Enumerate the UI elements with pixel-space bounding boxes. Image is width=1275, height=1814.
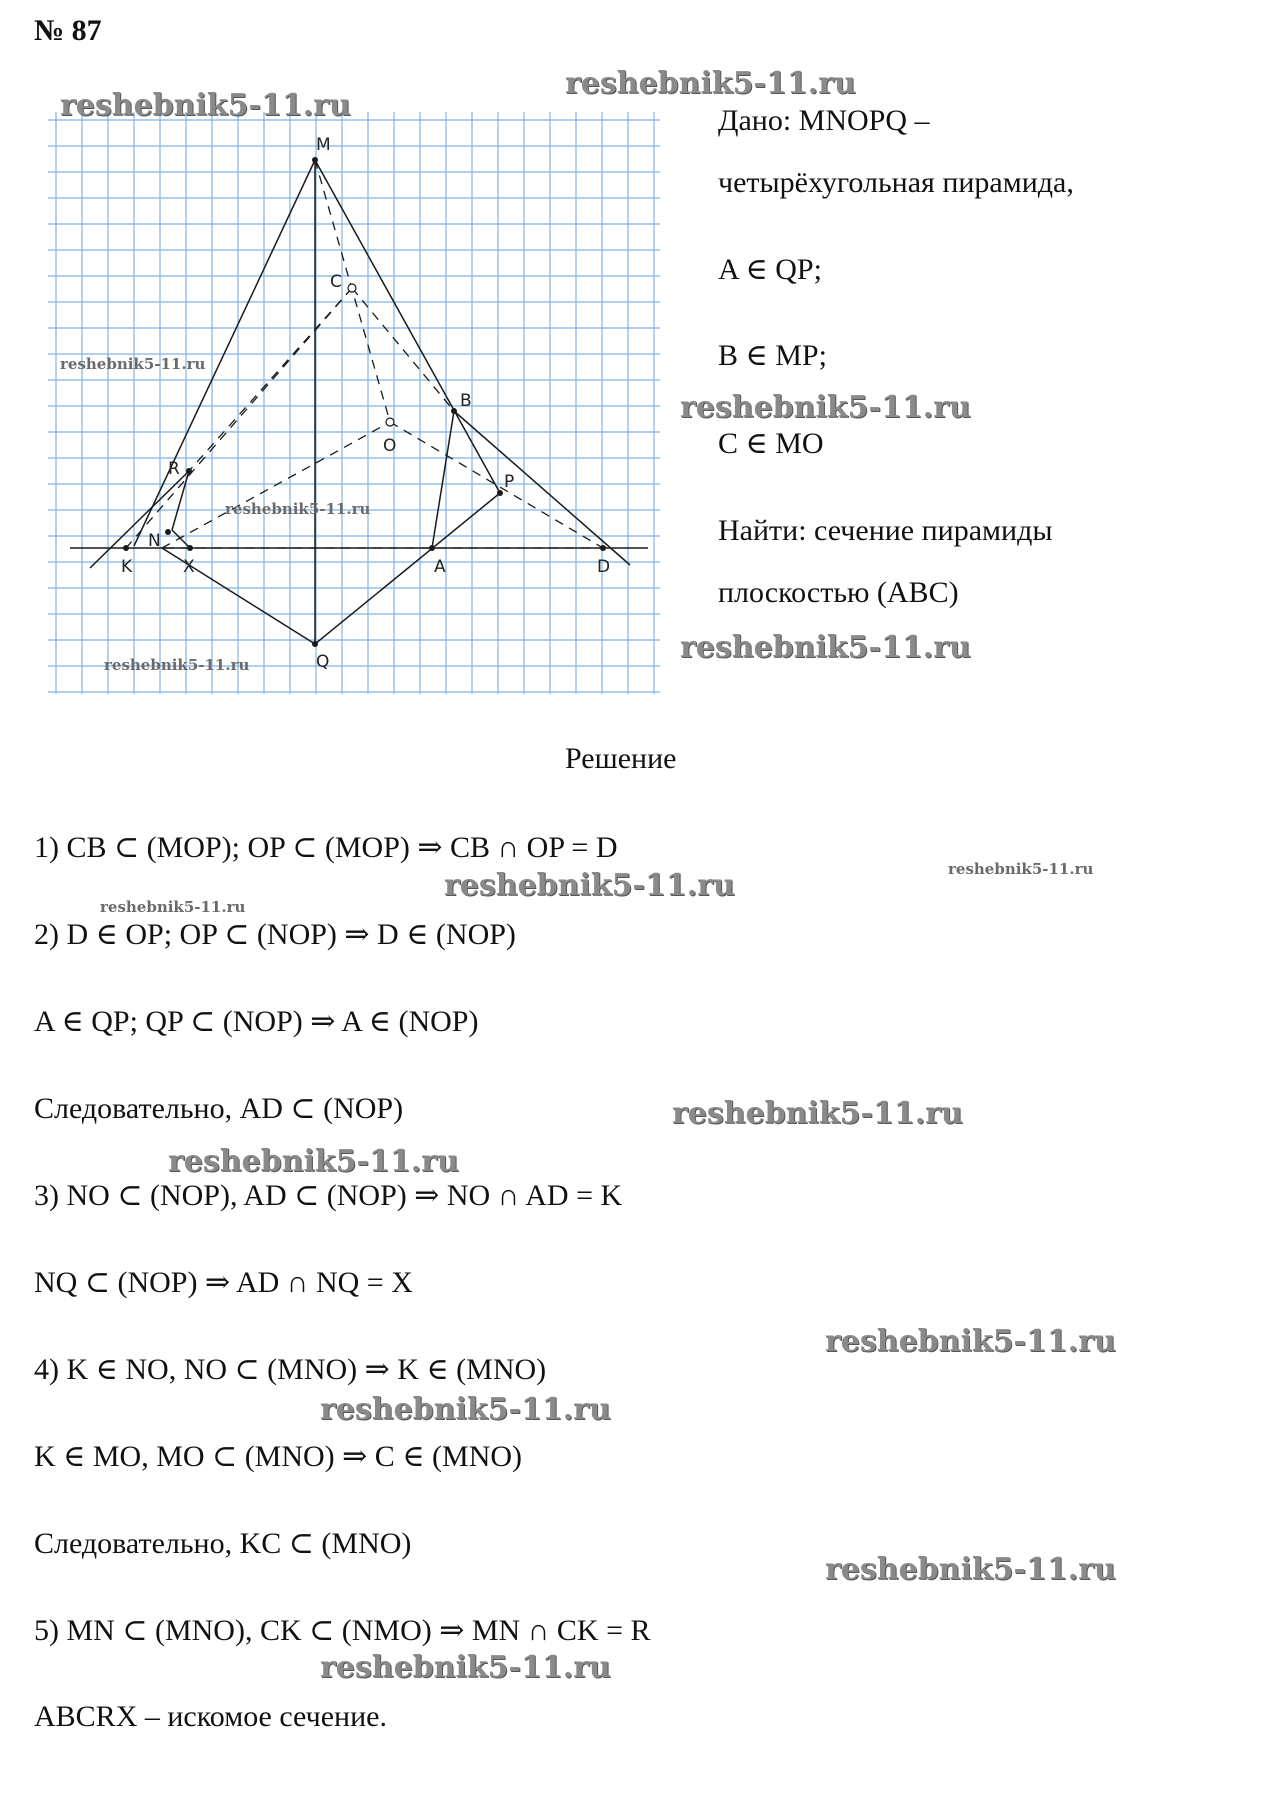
section-RK xyxy=(90,471,189,568)
solution-line-7: 4) K ∈ NO, NO ⊂ (MNO) ⇒ K ∈ (MNO) xyxy=(34,1353,547,1386)
watermark: reshebnik5-11.ru xyxy=(104,656,250,674)
label-K: K xyxy=(121,557,133,577)
section-NX xyxy=(172,530,190,548)
label-R: R xyxy=(168,459,180,479)
watermark: reshebnik5-11.ru xyxy=(680,390,971,425)
watermark: reshebnik5-11.ru xyxy=(225,500,371,518)
given-line-5: C ∈ MO xyxy=(718,427,824,460)
point-N xyxy=(165,529,171,535)
given-line-2: четырёхугольная пирамида, xyxy=(718,166,1074,199)
point-K xyxy=(123,545,129,551)
solid-edges xyxy=(70,160,648,644)
solution-line-5: 3) NO ⊂ (NOP), AD ⊂ (NOP) ⇒ NO ∩ AD = K xyxy=(34,1179,623,1212)
label-A: A xyxy=(434,557,446,577)
watermark: reshebnik5-11.ru xyxy=(825,1552,1116,1587)
given-line-4: B ∈ MP; xyxy=(718,339,827,372)
point-labels xyxy=(121,135,610,672)
label-B: B xyxy=(460,391,472,411)
label-N: N xyxy=(148,531,161,551)
watermark: reshebnik5-11.ru xyxy=(168,1144,459,1179)
solution-line-10: 5) MN ⊂ (MNO), CK ⊂ (NMO) ⇒ MN ∩ CK = R xyxy=(34,1614,651,1647)
given-line-6: Найти: сечение пирамиды xyxy=(718,514,1053,547)
solution-line-9: Следовательно, KC ⊂ (MNO) xyxy=(34,1527,412,1560)
problem-number: № 87 xyxy=(34,14,102,47)
label-M: M xyxy=(316,135,331,155)
point-M xyxy=(312,157,318,163)
solution-line-8: K ∈ MO, MO ⊂ (MNO) ⇒ C ∈ (MNO) xyxy=(34,1440,523,1473)
solution-line-1: 1) CB ⊂ (MOP); OP ⊂ (MOP) ⇒ CB ∩ OP = D xyxy=(34,831,618,864)
watermark: reshebnik5-11.ru xyxy=(60,88,351,123)
watermark: reshebnik5-11.ru xyxy=(825,1324,1116,1359)
given-line-7: плоскостью (ABC) xyxy=(718,576,959,609)
label-X: X xyxy=(183,557,195,577)
label-C: C xyxy=(330,272,342,292)
solution-line-2: 2) D ∈ OP; OP ⊂ (NOP) ⇒ D ∈ (NOP) xyxy=(34,918,516,951)
point-A xyxy=(429,545,435,551)
given-line-1: Дано: MNOPQ – xyxy=(718,104,930,137)
point-D xyxy=(600,545,606,551)
solution-line-3: A ∈ QP; QP ⊂ (NOP) ⇒ A ∈ (NOP) xyxy=(34,1005,479,1038)
label-P: P xyxy=(504,472,515,492)
point-O xyxy=(386,418,394,426)
solution-title: Решение xyxy=(565,742,677,775)
watermark: reshebnik5-11.ru xyxy=(100,898,246,916)
point-Q xyxy=(312,641,318,647)
watermark: reshebnik5-11.ru xyxy=(948,860,1094,878)
points xyxy=(123,157,606,647)
section-CB xyxy=(352,288,454,411)
point-B xyxy=(451,408,457,414)
watermark: reshebnik5-11.ru xyxy=(565,66,856,101)
watermark: reshebnik5-11.ru xyxy=(60,355,206,373)
edge-MN xyxy=(134,160,315,546)
point-P xyxy=(497,490,503,496)
edge-NO xyxy=(162,422,390,548)
given-line-3: A ∈ QP; xyxy=(718,253,822,286)
label-O: O xyxy=(383,436,397,456)
label-D: D xyxy=(597,557,611,577)
watermark: reshebnik5-11.ru xyxy=(320,1650,611,1685)
watermark: reshebnik5-11.ru xyxy=(680,630,971,665)
edge-OP xyxy=(390,422,603,548)
point-X xyxy=(187,545,193,551)
solution-line-11: ABCRX – искомое сечение. xyxy=(34,1700,387,1733)
watermark: reshebnik5-11.ru xyxy=(672,1096,963,1131)
grid xyxy=(48,112,660,694)
solution-line-6: NQ ⊂ (NOP) ⇒ AD ∩ NQ = X xyxy=(34,1266,413,1299)
label-Q: Q xyxy=(316,652,330,672)
watermark: reshebnik5-11.ru xyxy=(320,1392,611,1427)
watermark: reshebnik5-11.ru xyxy=(444,868,735,903)
line-BD xyxy=(454,411,630,565)
solution-line-4: Следовательно, AD ⊂ (NOP) xyxy=(34,1092,404,1125)
point-C xyxy=(348,284,356,292)
point-R xyxy=(186,468,192,474)
